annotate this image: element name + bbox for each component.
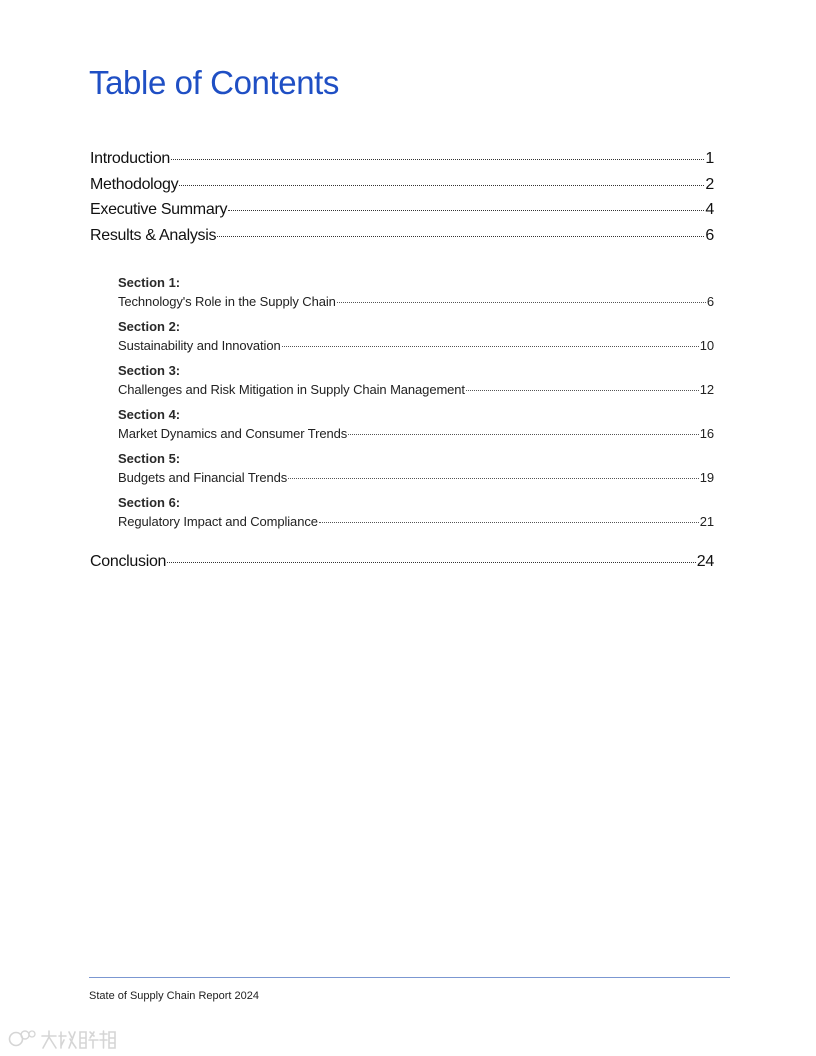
section-label: Budgets and Financial Trends bbox=[118, 470, 288, 485]
dot-leader bbox=[348, 434, 699, 435]
section-number: Section 4: bbox=[118, 407, 181, 422]
toc-entry-page: 24 bbox=[696, 553, 714, 570]
section-label: Market Dynamics and Consumer Trends bbox=[118, 426, 348, 441]
dot-leader bbox=[282, 346, 699, 347]
toc-section-6[interactable] bbox=[118, 492, 714, 536]
footer-report-title: State of Supply Chain Report 2024 bbox=[89, 990, 260, 1002]
section-page: 16 bbox=[699, 426, 714, 441]
dot-leader bbox=[217, 236, 704, 237]
page-title: Table of Contents bbox=[89, 64, 340, 101]
toc-entry-methodology[interactable] bbox=[90, 176, 714, 202]
toc-conclusion bbox=[90, 553, 714, 579]
section-entry bbox=[118, 512, 714, 532]
toc-section-4[interactable] bbox=[118, 404, 714, 448]
dot-leader bbox=[319, 522, 699, 523]
dot-leader bbox=[228, 210, 704, 211]
toc-section-list bbox=[118, 272, 714, 536]
toc-entry-page: 2 bbox=[705, 175, 714, 193]
dot-leader bbox=[167, 562, 696, 563]
section-entry bbox=[118, 380, 714, 400]
toc-entry-conclusion[interactable] bbox=[90, 553, 714, 579]
section-page: 19 bbox=[699, 470, 714, 485]
section-number: Section 3: bbox=[118, 363, 181, 378]
toc-section-1[interactable] bbox=[118, 272, 714, 316]
section-entry bbox=[118, 424, 714, 444]
section-label: Challenges and Risk Mitigation in Supply Chain Management bbox=[118, 382, 465, 397]
section-number: Section 1: bbox=[118, 275, 181, 290]
section-number: Section 2: bbox=[118, 319, 181, 334]
section-label: Regulatory Impact and Compliance bbox=[118, 514, 318, 529]
toc-entry-label: Introduction bbox=[90, 150, 171, 167]
section-entry bbox=[118, 292, 714, 312]
toc-section-3[interactable] bbox=[118, 360, 714, 404]
section-page: 21 bbox=[699, 514, 714, 529]
toc-entry-executive-summary[interactable] bbox=[90, 201, 714, 227]
section-page: 12 bbox=[699, 382, 714, 397]
toc-entry-label: Methodology bbox=[90, 175, 179, 193]
toc-entry-label: Results & Analysis bbox=[90, 226, 217, 244]
toc-main-list bbox=[90, 150, 714, 252]
toc-entry-results-analysis[interactable] bbox=[90, 227, 714, 253]
section-entry bbox=[118, 336, 714, 356]
toc-section-2[interactable] bbox=[118, 316, 714, 360]
section-page: 6 bbox=[706, 294, 714, 309]
dot-leader bbox=[179, 185, 704, 186]
section-label: Sustainability and Innovation bbox=[118, 338, 281, 353]
footer-divider bbox=[89, 977, 730, 978]
section-page: 10 bbox=[699, 338, 714, 353]
toc-entry-page: 1 bbox=[705, 150, 714, 167]
section-number: Section 6: bbox=[118, 495, 181, 510]
toc-section-5[interactable] bbox=[118, 448, 714, 492]
dot-leader bbox=[171, 159, 704, 160]
watermark-logo bbox=[6, 1026, 116, 1052]
dot-leader bbox=[466, 390, 699, 391]
toc-entry-label: Conclusion bbox=[90, 553, 167, 570]
section-entry bbox=[118, 468, 714, 488]
section-number: Section 5: bbox=[118, 451, 181, 466]
toc-entry-label: Executive Summary bbox=[90, 201, 228, 218]
dot-leader bbox=[337, 302, 706, 303]
dot-leader bbox=[288, 478, 699, 479]
section-label: Technology's Role in the Supply Chain bbox=[118, 294, 336, 309]
toc-entry-introduction[interactable] bbox=[90, 150, 714, 176]
toc-entry-page: 4 bbox=[705, 201, 714, 218]
toc-entry-page: 6 bbox=[705, 226, 714, 244]
